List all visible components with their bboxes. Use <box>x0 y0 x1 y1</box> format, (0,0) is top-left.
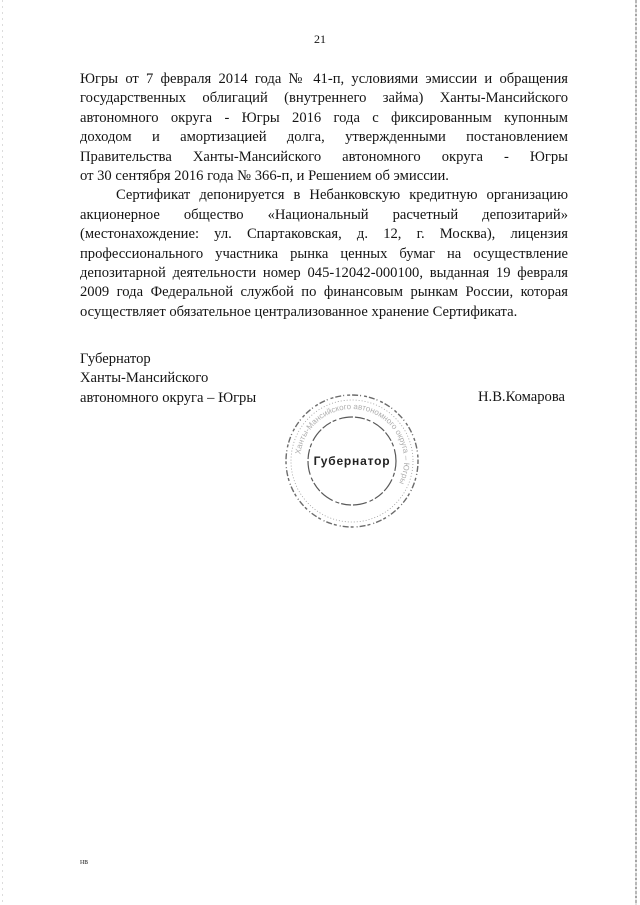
signatory-title-line-2: Ханты-Мансийского <box>80 370 209 387</box>
paragraph-2-line-7: осуществляет обязательное централизованное хранение Сертификата. <box>80 303 518 320</box>
paragraph-2-line-4: профессионального участника рынка ценных бумаг на осуществление <box>80 245 568 262</box>
signatory-title-line-1: Губернатор <box>80 351 151 367</box>
official-stamp <box>283 392 421 530</box>
stamp-center-text: Губернатор <box>313 454 391 468</box>
paragraph-2-line-2: акционерное общество «Национальный расчетный депозитарий» <box>80 206 568 223</box>
paragraph-1-line-6: от 30 сентября 2016 года № 366-п, и Решением об эмиссии. <box>80 168 449 185</box>
paragraph-2-line-5: депозитарной деятельности номер 045-12042-000100, выданная 19 февраля <box>80 265 568 282</box>
paragraph-2-line-3: (местонахождение: ул. Спартаковская, д. 12, г. Москва), лицензия <box>80 226 568 243</box>
paragraph-2-line-1: Сертификат депонируется в Небанковскую кредитную организацию <box>116 187 568 204</box>
stamp-ring-text: Ханты-Мансийского автономного округа – Югры <box>293 401 412 486</box>
scan-edge-right <box>635 0 637 905</box>
scan-edge-left <box>2 0 3 905</box>
signatory-title-line-3: автономного округа – Югры <box>80 389 257 406</box>
paragraph-1-line-2: государственных облигаций (внутреннего займа) Ханты-Мансийского <box>80 90 568 107</box>
paragraph-1-line-5: Правительства Ханты-Мансийского автономного округа - Югры <box>80 148 568 165</box>
paragraph-2-line-6: 2009 года Федеральной службой по финансовым рынкам России, которая <box>80 284 568 301</box>
paragraph-1-line-4: доходом и амортизацией долга, утвержденными постановлением <box>80 129 568 146</box>
signatory-name: Н.В.Комарова <box>478 389 565 405</box>
body-text <box>80 70 568 322</box>
paragraph-1-line-1: Югры от 7 февраля 2014 года № 41-п, условиями эмиссии и обращения <box>80 71 568 87</box>
footer-code: нв <box>80 857 89 866</box>
page-number: 21 <box>314 32 326 46</box>
signatory-title <box>80 350 256 408</box>
paragraph-1-line-3: автономного округа - Югры 2016 года с фиксированным купонным <box>80 109 568 126</box>
